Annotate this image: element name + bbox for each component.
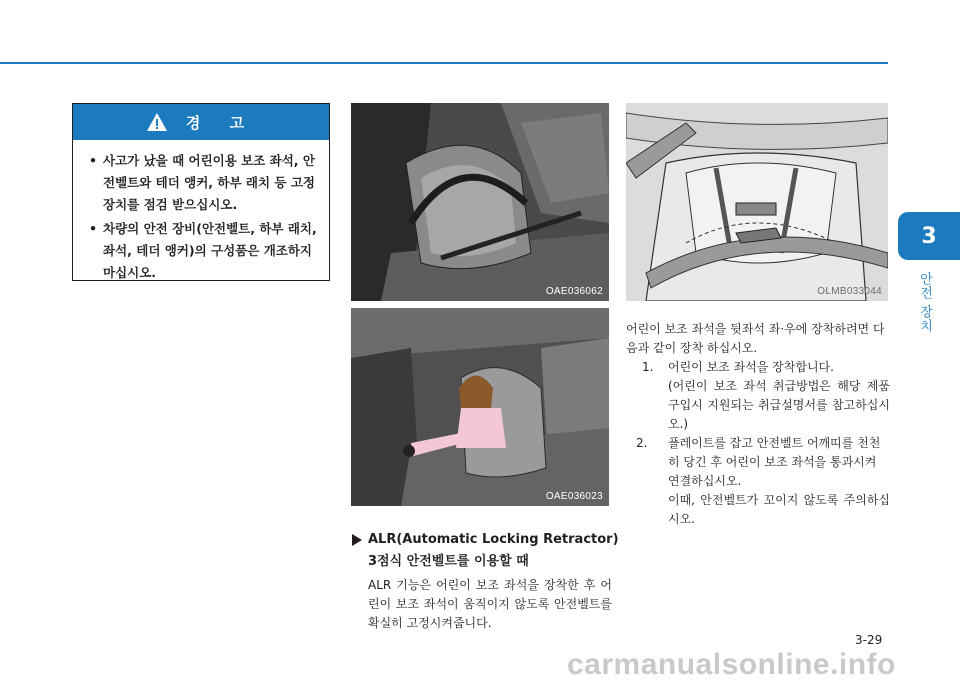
warning-item: • 사고가 났을 때 어린이용 보조 좌석, 안전벨트와 테더 앵커, 하부 래치 등 고정장치를 점검 받으십시오. [89, 150, 317, 216]
alr-body: ALR 기능은 어린이 보조 좌석을 장착한 후 어린이 보조 좌석이 움직이지 않도록 안전벨트를 확실히 고정시켜줍니다. [368, 578, 612, 630]
step-2 [626, 434, 890, 529]
instructions-intro: 어린이 보조 좌석을 뒷좌석 좌·우에 장착하려면 다음과 같이 장착 하십시오. [626, 322, 885, 355]
step-1-note: (어린이 보조 좌석 취급방법은 해당 제품 구입시 지원되는 취급설명서를 참고하십시오.) [668, 379, 890, 431]
step-2-number: 2. [636, 436, 648, 450]
step-2-note: 이때, 안전벨트가 꼬이지 않도록 주의하십시오. [668, 493, 890, 526]
step-2-text: 플레이트를 잡고 안전벨트 어깨띠를 천천히 당긴 후 어린이 보조 좌석을 통과시켜 연결하십시오. [668, 436, 881, 488]
step-1-text: 어린이 보조 좌석을 장착합니다. [668, 360, 834, 374]
chapter-title: 안전 장치 [917, 272, 932, 334]
warning-triangle-icon [146, 112, 168, 132]
figure-infant-carrier [351, 103, 609, 301]
figure-child-seat [351, 308, 609, 506]
infant-carrier-photo-icon [351, 103, 609, 301]
step-1 [626, 358, 890, 434]
warning-box [72, 103, 330, 281]
figure-code: OAE036023 [545, 491, 603, 502]
alr-heading [352, 530, 619, 572]
triangle-bullet-icon [352, 534, 362, 546]
alr-title-line2: 3점식 안전벨트를 이용할 때 [368, 554, 529, 569]
warning-list [73, 140, 329, 284]
warning-header [73, 104, 329, 140]
warning-item: • 차량의 안전 장비(안전벨트, 하부 래치, 좌석, 테더 앵커)의 구성품은 개조하지 마십시오. [89, 218, 317, 284]
alr-title-line1: ALR(Automatic Locking Retractor) [368, 532, 619, 547]
page-number: 3-29 [855, 633, 883, 647]
figure-belt-routing [626, 103, 888, 301]
chapter-number: 3 [921, 223, 937, 249]
watermark[interactable]: carmanualsonline.info [567, 648, 896, 681]
warning-title: 경 고 [185, 113, 257, 132]
step-1-number: 1. [642, 360, 654, 374]
instructions [626, 320, 890, 529]
seat-belt-route-illustration-icon [626, 103, 888, 301]
figure-code: OLMB033044 [817, 286, 882, 297]
chapter-tab[interactable] [898, 212, 960, 260]
figure-code: OAE036062 [545, 286, 603, 297]
header-rule [0, 62, 888, 64]
child-seat-photo-icon [351, 308, 609, 506]
